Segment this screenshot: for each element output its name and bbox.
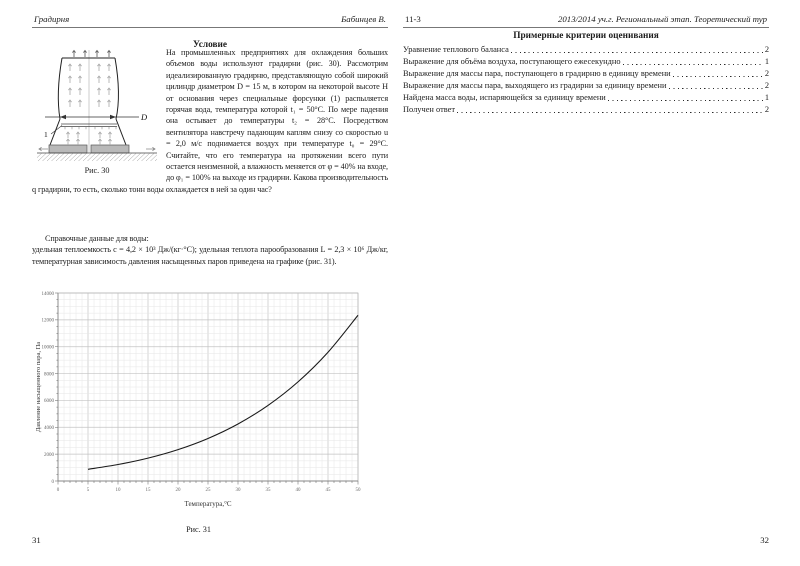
reference-data-block (32, 233, 388, 267)
figure-31-chart (26, 285, 371, 520)
svg-text:8000: 8000 (44, 372, 54, 378)
criteria-points: 2 (764, 45, 769, 54)
svg-text:45: 45 (325, 488, 331, 493)
dotted-leader (669, 88, 763, 89)
diameter-arrowhead-left (60, 115, 66, 119)
svg-text:40: 40 (295, 488, 301, 493)
left-page-number: 31 (32, 535, 41, 545)
criteria-points: 1 (764, 56, 769, 66)
criteria-row (403, 80, 769, 92)
criteria-label: Выражение для массы пара, выходящего из градирни за единицу времени (403, 80, 667, 90)
svg-text:10000: 10000 (41, 345, 54, 351)
svg-text:25: 25 (205, 488, 211, 493)
svg-text:14000: 14000 (41, 291, 54, 297)
diameter-label: D (141, 112, 148, 122)
svg-text:6000: 6000 (44, 399, 54, 405)
left-running-head (32, 12, 388, 28)
svg-text:0: 0 (51, 479, 54, 485)
diameter-arrowhead-right (110, 115, 116, 119)
right-header-problem-number: 11-3 (405, 14, 421, 24)
figure-30-caption: Рис. 30 (84, 166, 110, 175)
svg-text:2000: 2000 (44, 452, 54, 458)
svg-text:5: 5 (86, 488, 90, 493)
criteria-points: 2 (764, 68, 769, 78)
dotted-leader (623, 64, 763, 65)
dotted-leader (511, 52, 763, 53)
reference-intro-line: Справочные данные для воды: (45, 234, 149, 243)
svg-text:20: 20 (175, 488, 181, 493)
saturated-vapor-pressure-chart-svg (26, 285, 371, 515)
tower-arrows-and-hatch (37, 51, 157, 162)
svg-text:4000: 4000 (44, 426, 54, 432)
problem-text-block (32, 47, 388, 195)
dotted-leader (457, 112, 763, 113)
criteria-title: Примерные критерии оценивания (513, 31, 659, 41)
criteria-label: Выражение для массы пара, поступающего в градирню в единицу времени (403, 68, 671, 78)
right-header-stage: 2013/2014 уч.г. Региональный этап. Теоретический тур (558, 14, 767, 24)
left-header-author: Бабинцев В. (341, 14, 386, 24)
dotted-leader (673, 76, 763, 77)
criteria-label: Выражение для объёма воздуха, поступающего ежесекундно (403, 56, 621, 66)
figure-30 (32, 49, 162, 176)
dotted-leader (608, 100, 763, 101)
criteria-label: Найдена масса воды, испаряющейся за единицу времени (403, 92, 606, 102)
left-header-title: Градирня (34, 14, 70, 24)
criteria-row (403, 104, 769, 116)
right-running-head (403, 12, 769, 28)
sprinkler-label: 1 (44, 130, 48, 139)
svg-text:15: 15 (145, 488, 151, 493)
criteria-points: 1 (764, 92, 769, 102)
svg-text:50: 50 (355, 488, 361, 493)
criteria-row (403, 44, 769, 56)
condition-title: Условие (192, 40, 228, 50)
criteria-row (403, 56, 769, 68)
criteria-points: 2 (764, 80, 769, 90)
y-axis-label: Давление насыщенного пара, Па (35, 341, 42, 433)
criteria-row (403, 68, 769, 80)
left-page (32, 8, 388, 558)
x-axis-label: Температура,°C (184, 500, 232, 508)
svg-text:35: 35 (265, 488, 271, 493)
criteria-label: Уравнение теплового баланса (403, 45, 509, 54)
criteria-row (403, 92, 769, 104)
figure-31-caption: Рис. 31 (186, 525, 211, 534)
svg-text:12000: 12000 (41, 318, 54, 324)
right-page (403, 8, 769, 558)
cooling-tower-figure-svg (37, 49, 157, 163)
criteria-points: 2 (764, 104, 769, 114)
reference-paragraph: удельная теплоемкость c = 4,2 × 10³ Дж/(кг·°C); удельная теплота парообразования L = 2,3 × 10⁶ Дж/кг, температурная зависимость давления насыщенных паров приведена на графике (рис. 31). (32, 245, 388, 266)
criteria-list (403, 44, 769, 115)
criteria-label: Получен ответ (403, 104, 456, 114)
svg-text:0: 0 (56, 488, 60, 493)
svg-text:30: 30 (235, 488, 241, 493)
problem-paragraph: На промышленных предприятиях для охлаждения больших объемов воды используют градирни (рис. 30). Рассмотрим идеализированную градирню, представляющую собой широкий цилиндр диаметром D = 15 м, в котором на некоторой высоте H от основания через специальные форсунки (1) распыляется горячая вода, температура которой t₁ = 50°C. По мере падения она остывает до температуры t₂ = 28°C. Посредством вентилятора навстречу падающим каплям снизу со скоростью u = 2,0 м/с поднимается воздух при температуре t₀ = 29°C. Считайте, что его температура на протяжении всего пути остается неизменной, а влажность меняется от φ = 40% на входе, до φ₁ = 100% на выходе из градирни. Какова производительность q градирни, то есть, сколько тонн воды охлаждается в ней за один час? (32, 48, 388, 194)
svg-text:10: 10 (115, 488, 121, 493)
right-page-number: 32 (760, 535, 769, 545)
